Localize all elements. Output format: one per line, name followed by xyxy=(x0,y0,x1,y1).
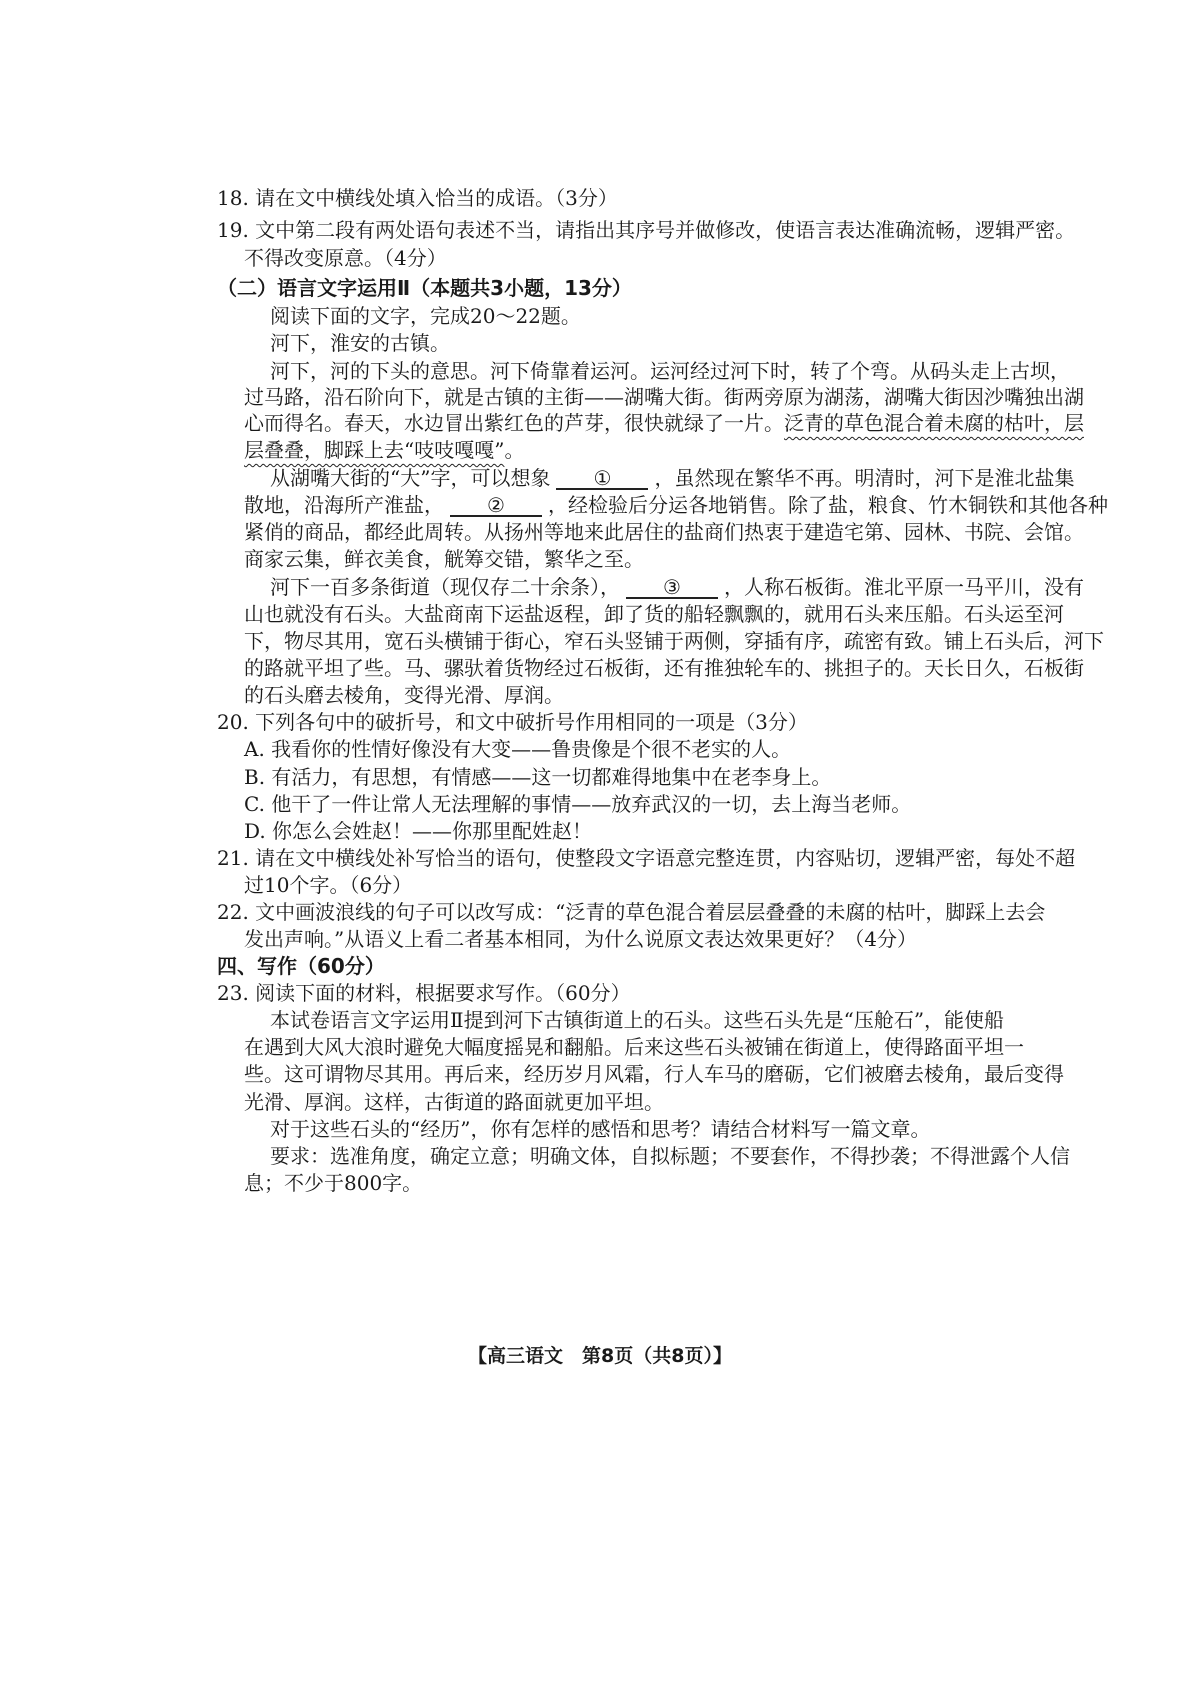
passage-p3-line4: 的路就平坦了些。马、骡驮着货物经过石板街，还有推独轮车的、挑担子的。天长日久，石板街 xyxy=(244,656,1084,680)
question-23-stem: 23. 阅读下面的材料，根据要求写作。（60分） xyxy=(217,981,631,1005)
passage-p2-line3: 紧俏的商品，都经此周转。从扬州等地来此居住的盐商们热衷于建造宅第、园林、书院、会馆。 xyxy=(244,520,1084,544)
question-21-line1: 21. 请在文中横线处补写恰当的语句，使整段文字语意完整连贯，内容贴切，逻辑严密，每处不超 xyxy=(217,846,1076,870)
material-line4: 光滑、厚润。这样，古街道的路面就更加平坦。 xyxy=(244,1090,664,1114)
section-2-intro: 阅读下面的文字，完成20～22题。 xyxy=(270,304,581,328)
material-line1: 本试卷语言文字运用Ⅱ提到河下古镇街道上的石头。这些石头先是“压舱石”，能使船 xyxy=(270,1008,1005,1032)
question-20-option-b: B. 有活力，有思想，有情感——这一切都难得地集中在老李身上。 xyxy=(244,765,832,789)
passage-p1-line4 xyxy=(244,440,524,460)
question-22-line1: 22. 文中画波浪线的句子可以改写成：“泛青的草色混合着层层叠叠的未腐的枯叶，脚踩上去会 xyxy=(217,900,1046,924)
question-20-stem: 20. 下列各句中的破折号，和文中破折号作用相同的一项是（3分） xyxy=(217,710,808,734)
question-19-line1: 19. 文中第二段有两处语句表述不当，请指出其序号并做修改，使语言表达准确流畅，逻辑严密。 xyxy=(217,218,1076,242)
passage-p2-line4: 商家云集，鲜衣美食，觥筹交错，繁华之至。 xyxy=(244,547,644,571)
passage-p2-line2-post: ，经检验后分运各地销售。除了盐，粮食、竹木铜铁和其他各种 xyxy=(548,493,1108,517)
passage-p2-line2-pre: 散地，沿海所产淮盐， xyxy=(244,493,444,517)
requirements-line1: 要求：选准角度，确定立意；明确文体，自拟标题；不要套作，不得抄袭；不得泄露个人信 xyxy=(270,1144,1070,1168)
passage-p1-line2: 过马路，沿石阶向下，就是古镇的主街——湖嘴大街。街两旁原为湖荡，湖嘴大街因沙嘴独出湖 xyxy=(244,385,1084,409)
passage-p3-line1-post: ，人称石板街。淮北平原一马平川，没有 xyxy=(724,575,1084,599)
passage-p2-line1-post: ，虽然现在繁华不再。明清时，河下是淮北盐集 xyxy=(654,466,1075,490)
blank-1: ① xyxy=(556,468,648,490)
wavy-underlined-sentence-part1: 泛青的草色混合着未腐的枯叶，层 xyxy=(784,411,1084,435)
passage-p3-line2: 山也就没有石头。大盐商南下运盐返程，卸了货的船轻飘飘的，就用石头来压船。石头运至河 xyxy=(244,602,1064,626)
passage-p1-line3 xyxy=(244,413,1084,433)
question-18: 18. 请在文中横线处填入恰当的成语。（3分） xyxy=(217,186,618,210)
question-20-option-c: C. 他干了一件让常人无法理解的事情——放弃武汉的一切，去上海当老师。 xyxy=(244,792,912,816)
passage-p2-line1 xyxy=(270,468,1074,490)
passage-p1-line1: 河下，河的下头的意思。河下倚靠着运河。运河经过河下时，转了个弯。从码头走上古坝， xyxy=(270,359,1070,383)
passage-p1-line4-end: 。 xyxy=(504,438,525,462)
passage-p2-line1-pre: 从湖嘴大街的“大”字，可以想象 xyxy=(270,466,551,490)
wavy-underlined-sentence-part2: 层叠叠，脚踩上去“吱吱嘎嘎” xyxy=(244,438,505,462)
question-20-option-d: D. 你怎么会姓赵！——你那里配姓赵！ xyxy=(244,819,593,843)
page-footer: 【高三语文 第8页（共8页）】 xyxy=(468,1345,732,1367)
passage-title-line: 河下，淮安的古镇。 xyxy=(270,331,450,355)
blank-2: ② xyxy=(450,495,542,517)
question-22-line2: 发出声响。”从语义上看二者基本相同，为什么说原文表达效果更好？（4分） xyxy=(244,927,917,951)
section-2-heading: （二）语言文字运用Ⅱ（本题共3小题，13分） xyxy=(217,276,632,300)
passage-p2-line2 xyxy=(244,495,1108,517)
question-21-line2: 过10个字。（6分） xyxy=(244,873,413,897)
passage-p3-line1 xyxy=(270,577,1084,599)
question-20-option-a: A. 我看你的性情好像没有大变——鲁贵像是个很不老实的人。 xyxy=(244,737,792,761)
blank-3: ③ xyxy=(626,577,718,599)
passage-p3-line1-pre: 河下一百多条街道（现仅存二十余条）， xyxy=(270,575,620,599)
passage-p3-line5: 的石头磨去棱角，变得光滑、厚润。 xyxy=(244,683,564,707)
material-line3: 些。这可谓物尽其用。再后来，经历岁月风霜，行人车马的磨砺，它们被磨去棱角，最后变得 xyxy=(244,1062,1064,1086)
passage-p1-line3-text: 心而得名。春天，水边冒出紫红色的芦芽，很快就绿了一片。 xyxy=(244,411,784,435)
question-19-line2: 不得改变原意。（4分） xyxy=(244,246,447,270)
section-4-heading: 四、写作（60分） xyxy=(217,954,385,978)
writing-prompt: 对于这些石头的“经历”，你有怎样的感悟和思考？请结合材料写一篇文章。 xyxy=(270,1117,931,1141)
material-line2: 在遇到大风大浪时避免大幅度摇晃和翻船。后来这些石头被铺在街道上，使得路面平坦一 xyxy=(244,1035,1024,1059)
passage-p3-line3: 下，物尽其用，宽石头横铺于街心，窄石头竖铺于两侧，穿插有序，疏密有致。铺上石头后，河下 xyxy=(244,629,1104,653)
requirements-line2: 息；不少于800字。 xyxy=(244,1171,423,1195)
